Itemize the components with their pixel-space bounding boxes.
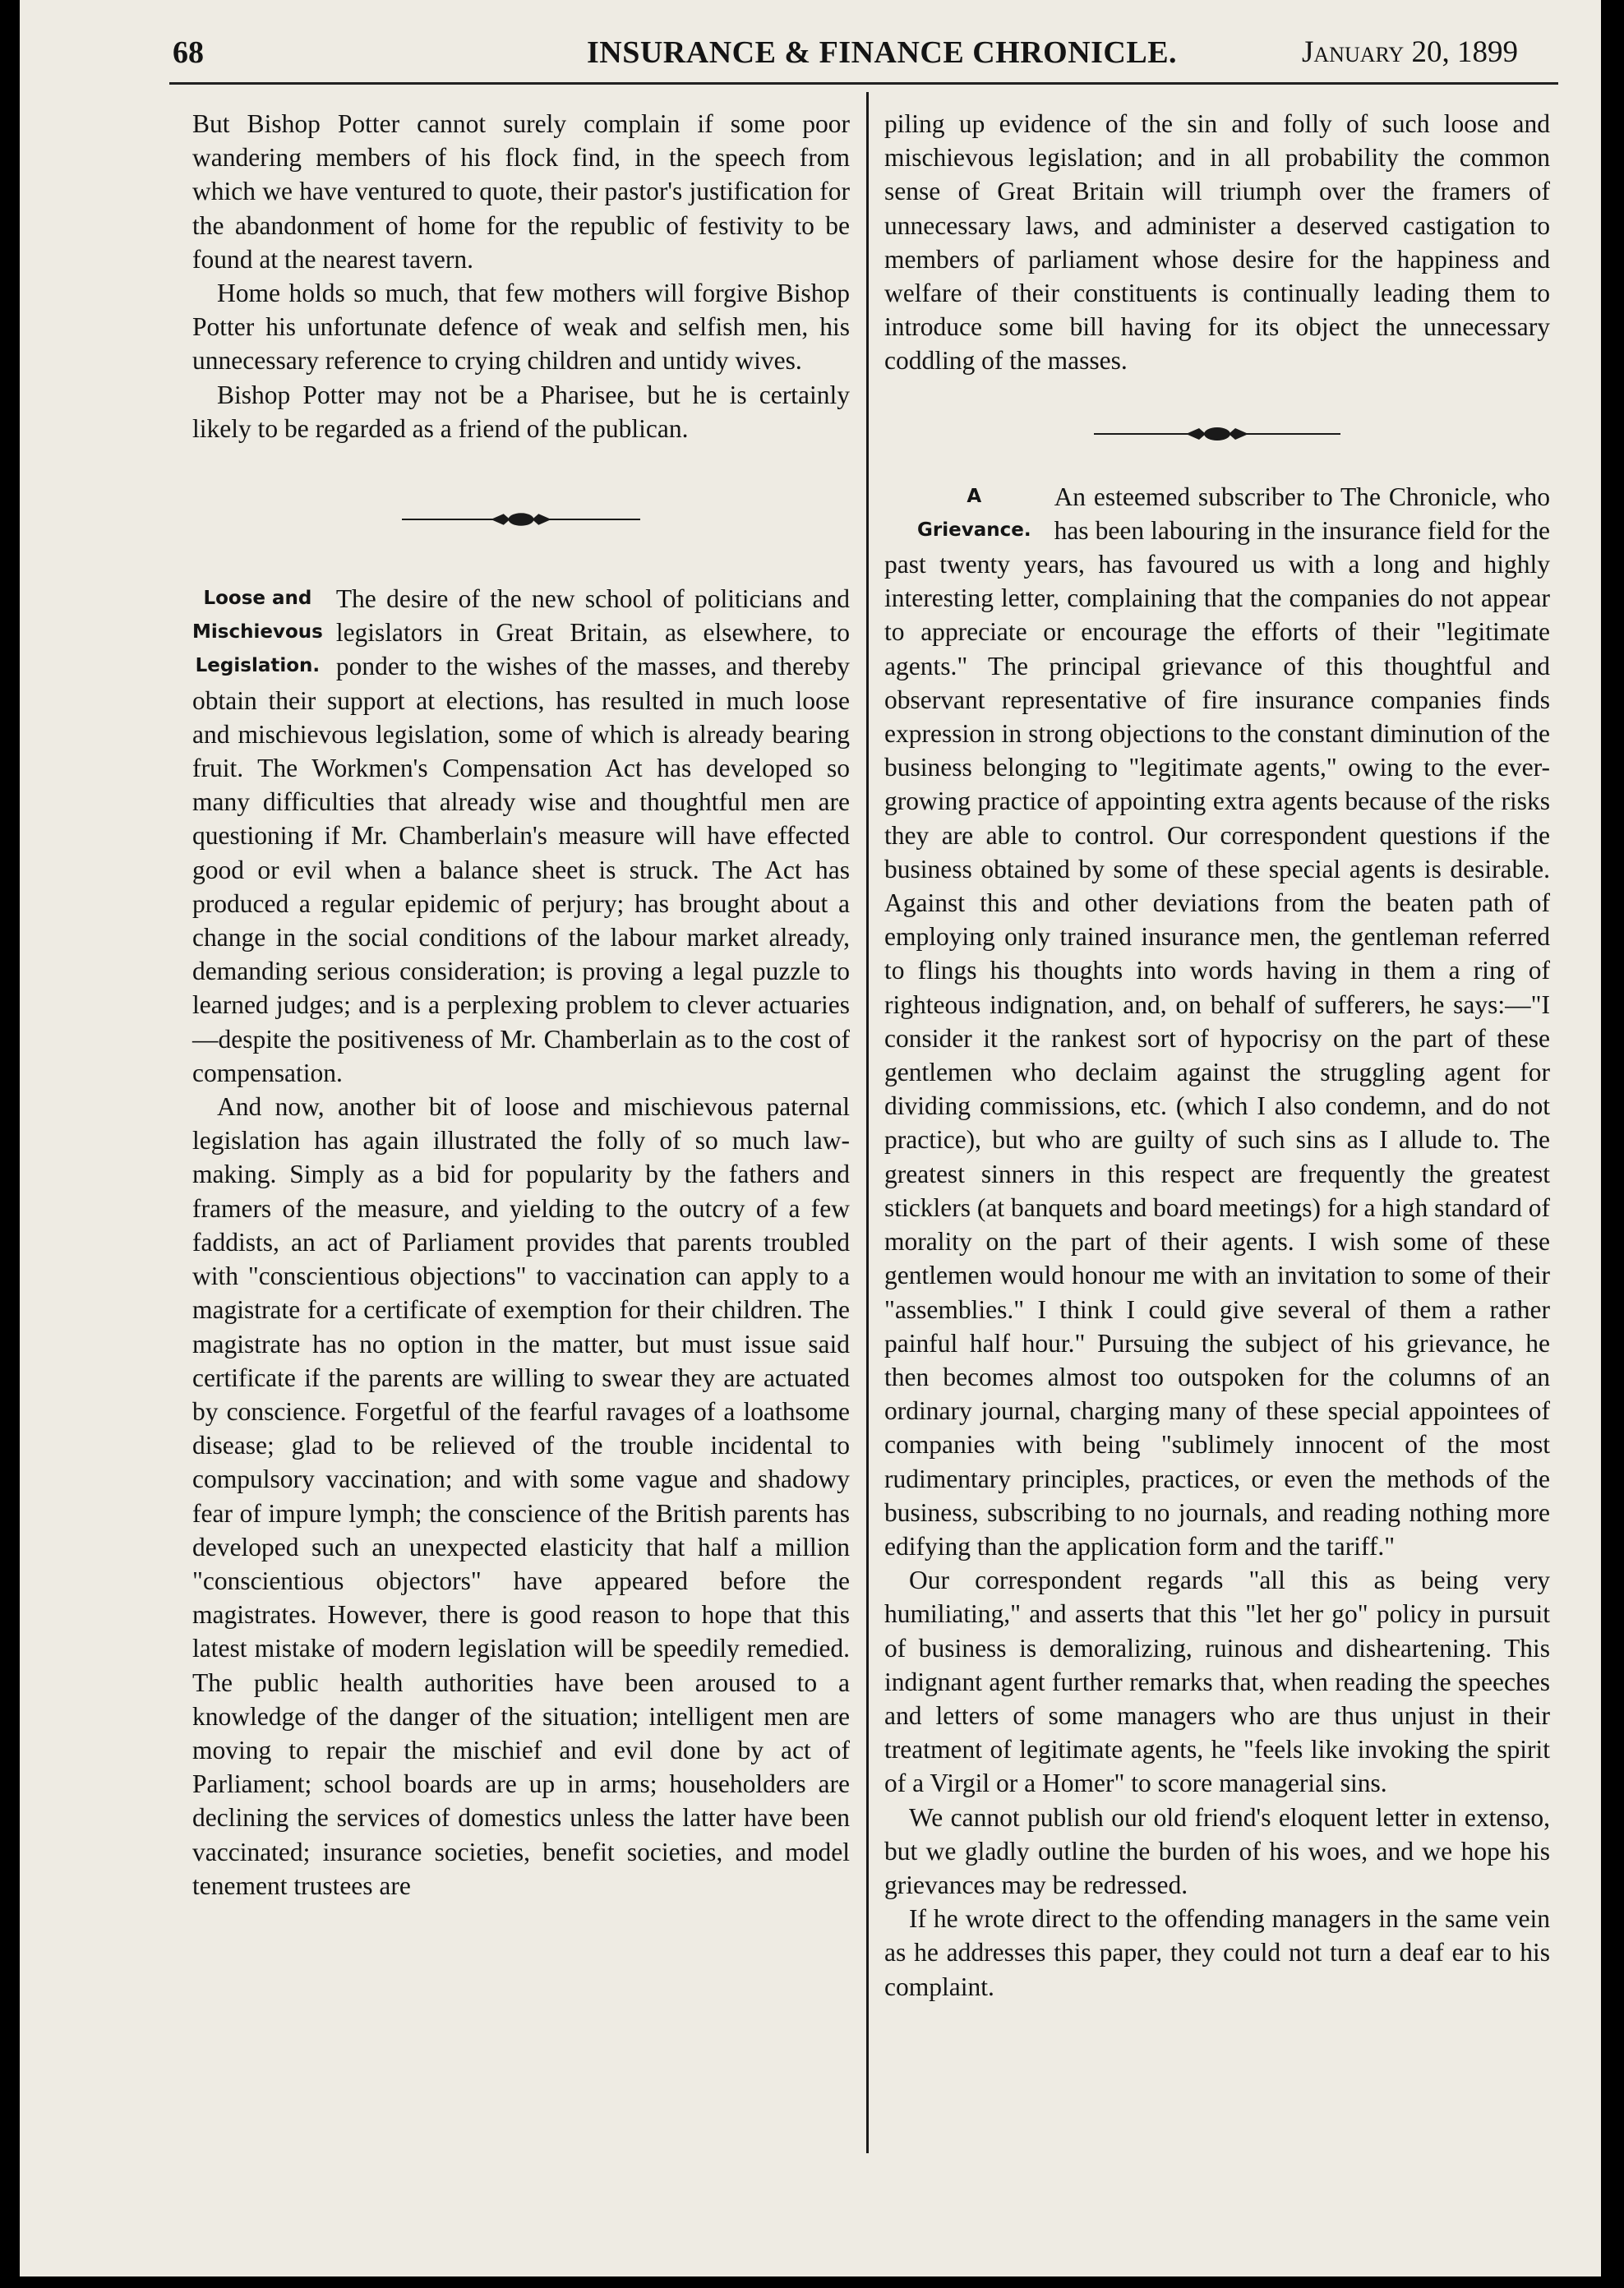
paragraph: Home holds so much, that few mothers will forgive Bishop Potter his unfortunate defence of weak and selfish men, his unnecessary reference to crying children and untidy wives. bbox=[192, 279, 850, 376]
header-rule bbox=[169, 82, 1558, 85]
paragraph: An esteemed subscriber to The Chronicle, who has been labouring in the insurance field for the past twenty years, has favoured us with a long and highly interesting letter, complaining that the companies do not appear to appreciate or encourage the efforts of their "legitimate agents." The principal grievance of this thoughtful and observant representative of fire insurance companies finds expression in strong objections to the constant diminution of the business belonging to "legitimate agents," owing to the ever-growing practice of appointing extra agents because of the risks they are able to control. Our correspondent questions if the business obtained by some of these special agents is desirable. Against this and other deviations from the beaten path of employing only trained insurance men, the gentleman referred to flings his thoughts into words having in them a ring of righteous indignation, and, on behalf of sufferers, he says:—"I consider it the rankest sort of hypocrisy on the part of these gentlemen who declaim against the struggling agent for dividing commissions, etc. (which I also condemn, and do not practice), but who are guilty of such sins as I allude to. The greatest sinners in this respect are frequently the greatest sticklers (at banquets and board meetings) for a high standard of morality on the part of their agents. I wish some of these gentlemen would honour me with an invitation to some of their "assemblies." I think I could give several of them a rather painful half hour." Pursuing the subject of his grievance, he then becomes almost too outspoken for the columns of an ordinary journal, charging many of these special appointees of companies with being "sublimely innocent of the most rudimentary principles, practices, or even the methods of the business, subscribing to no journals, and reading nothing more edifying than the application form and the tariff." bbox=[884, 482, 1551, 1561]
issue-date: January 20, 1899 bbox=[1302, 35, 1518, 69]
paragraph: But Bishop Potter cannot surely complain if some poor wandering members of his flock find, in the speech from which we have ventured to quote, their pastor's justification for the abandonment of home for the republic of festivity to be found at the nearest tavern. bbox=[192, 109, 850, 274]
running-head bbox=[20, 35, 1601, 72]
section-divider-ornament-icon bbox=[1094, 417, 1340, 450]
page-number: 68 bbox=[173, 35, 204, 70]
side-heading-line: A bbox=[967, 485, 982, 507]
newspaper-page bbox=[20, 0, 1601, 2276]
section-divider-ornament-icon bbox=[402, 503, 640, 536]
paragraph: piling up evidence of the sin and folly of such loose and mischievous legislation; and in all probability the common sense of Great Britain will triumph over the framers of unnecessary laws, and administer a deserved castigation to members of parliament whose desire for the happiness and welfare of their constituents is continually leading them to introduce some bill having for its object the unnecessary coddling of the masses. bbox=[884, 109, 1550, 376]
paragraph: The desire of the new school of politicians and legislators in Great Britain, as elsewhere, to ponder to the wishes of the masses, and thereby obtain their support at elections, has resulted in much loose and mischievous legislation, some of which is already bearing fruit. The Workmen's Compensation Act has developed so many difficulties that already wise and thoughtful men are questioning if Mr. Chamberlain's measure will have effected good or evil when a balance sheet is struck. The Act has produced a regular epidemic of perjury; has brought about a change in the social conditions of the labour market already, demanding serious consideration; is proving a legal puzzle to learned judges; and is a perplexing problem to clever actuaries—despite the positiveness of Mr. Chamberlain as to the cost of compensation. bbox=[192, 584, 850, 1087]
left-column bbox=[192, 107, 850, 1903]
paragraph: Bishop Potter may not be a Pharisee, but he is certainly likely to be regarded as a friend of the publican. bbox=[192, 380, 850, 443]
paragraph: And now, another bit of loose and mischievous paternal legislation has again illustrated the folly of so much law-making. Simply as a bid for popularity by the fathers and framers of the measure, and yielding to the outcry of a few faddists, an act of Parliament provides that parents troubled with "conscientious objections" to vaccination can apply to a magistrate for a certificate of exemption for their children. The magistrate has no option in the matter, but must issue said certificate if the parents are willing to swear they are actuated by conscience. Forgetful of the fearful ravages of a loathsome disease; glad to be relieved of the trouble incidental to compulsory vaccination; and with some vague and shadowy fear of impure lymph; the conscience of the British parents has developed such an unexpected elasticity that half a million "conscientious objectors" have appeared before the magistrates. However, there is good reason to hope that this latest mistake of modern legislation will be speedily remedied. The public health authorities have been aroused to a knowledge of the danger of the situation; intelligent men are moving to repair the mischief and evil done by act of Parliament; school boards are up in arms; householders are declining the services of domestics unless the latter have been vaccinated; insurance societies, benefit societies, and model tenement trustees are bbox=[192, 1092, 850, 1900]
side-heading-grievance bbox=[917, 480, 1031, 547]
side-heading-line: Loose and bbox=[203, 588, 312, 610]
right-column bbox=[884, 107, 1550, 2004]
side-heading-line: Grievance. bbox=[917, 519, 1031, 541]
paragraph: We cannot publish our old friend's eloquent letter in extenso, but we gladly outline the burden of his woes, and we hope his grievances may be redressed. bbox=[884, 1802, 1550, 1899]
side-heading-line: Mischievous bbox=[192, 621, 323, 644]
journal-title: INSURANCE & FINANCE CHRONICLE. bbox=[587, 35, 1178, 70]
side-heading-loose-legislation bbox=[192, 582, 323, 684]
column-rule bbox=[866, 92, 869, 2153]
paragraph: If he wrote direct to the offending managers in the same vein as he addresses this paper, they could not turn a deaf ear to his complaint. bbox=[884, 1904, 1550, 2001]
side-heading-line: Legislation. bbox=[195, 655, 321, 677]
paragraph: Our correspondent regards "all this as being very humiliating," and asserts that this "let her go" policy in pursuit of business is demoralizing, ruinous and disheartening. This indignant agent further remarks that, when reading the speeches and letters of some managers who are thus unjust in their treatment of legitimate agents, he "feels like invoking the spirit of a Virgil or a Homer" to score managerial sins. bbox=[884, 1566, 1550, 1798]
